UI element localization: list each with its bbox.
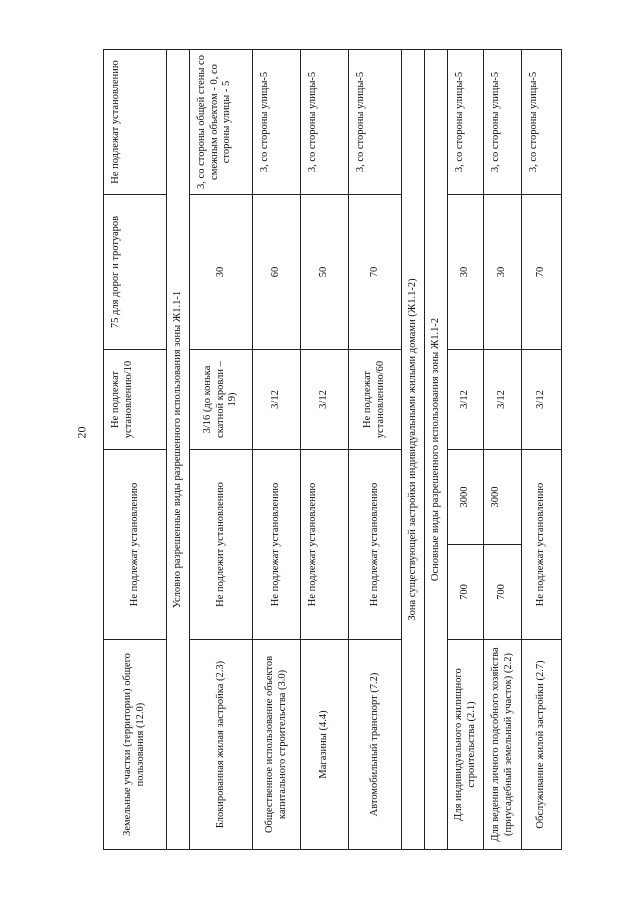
coverage-cell: 50 — [301, 195, 349, 350]
coverage-cell: 60 — [253, 195, 301, 350]
land-use-name-cell: Для индивидуального жилищного строительства (2.1) — [448, 640, 484, 850]
section-row — [425, 50, 448, 850]
floors-height-cell: 3/12 — [522, 350, 562, 450]
floors-height-cell: 3/12 — [484, 350, 522, 450]
section-heading: Основные виды разрешенного использования зоны Ж1.1-2 — [425, 50, 448, 850]
land-area-cell: Не подлежат установлению — [301, 450, 349, 640]
floors-height-cell: Не подлежат установлению/60 — [349, 350, 402, 450]
table-row — [522, 50, 562, 850]
floors-height-cell: 3/12 — [253, 350, 301, 450]
section-heading: Условно разрешенные виды разрешенного использования зоны Ж1.1-1 — [167, 50, 190, 850]
land-area-min-cell: 700 — [448, 545, 484, 640]
floors-height-cell: 3/12 — [301, 350, 349, 450]
setback-cell: Не подлежат установлению — [104, 50, 167, 195]
table-row — [190, 50, 253, 850]
land-use-name-cell: Общественное использование объектов капитального строительства (3.0) — [253, 640, 301, 850]
section-row — [167, 50, 190, 850]
rotated-table-container — [103, 50, 561, 850]
setback-cell: 3, со стороны улицы-5 — [253, 50, 301, 195]
coverage-cell: 30 — [448, 195, 484, 350]
zoning-parameters-table — [103, 49, 562, 850]
zone-heading: Зона существующей застройки индивидуальными жилыми домами (Ж1.1-2) — [402, 50, 425, 850]
table-row — [301, 50, 349, 850]
section-row — [402, 50, 425, 850]
floors-height-cell: 3/12 — [448, 350, 484, 450]
land-use-name-cell: Обслуживание жилой застройки (2.7) — [522, 640, 562, 850]
coverage-cell: 30 — [190, 195, 253, 350]
land-area-max-cell: 3000 — [448, 450, 484, 545]
rotated-table-frame — [103, 50, 561, 850]
land-area-cell: Не подлежат установлению — [253, 450, 301, 640]
coverage-cell: 75 для дорог и тротуаров — [104, 195, 167, 350]
land-area-cell: Не подлежат установлению — [349, 450, 402, 640]
setback-cell: 3, со стороны улицы-5 — [349, 50, 402, 195]
floors-height-cell: 3/16 (до конька скатной кровли – 19) — [190, 350, 253, 450]
land-area-max-cell: 3000 — [484, 450, 522, 545]
table-row — [448, 50, 484, 850]
table-row — [484, 50, 522, 850]
land-area-cell: Не подлежат установлению — [522, 450, 562, 640]
land-area-cell: Не подлежат установлению — [104, 450, 167, 640]
setback-cell: 3, со стороны улицы-5 — [484, 50, 522, 195]
land-area-cell: Не подлежит установлению — [190, 450, 253, 640]
setback-cell: 3, со стороны улицы-5 — [522, 50, 562, 195]
land-use-name-cell: Земельные участки (территории) общего пользования (12.0) — [104, 640, 167, 850]
land-area-min-cell: 700 — [484, 545, 522, 640]
land-use-name-cell: Автомобильный транспорт (7.2) — [349, 640, 402, 850]
land-use-name-cell: Магазины (4.4) — [301, 640, 349, 850]
table-row — [349, 50, 402, 850]
page-number: 20 — [74, 426, 89, 439]
land-use-name-cell: Для ведения личного подсобного хозяйства (приусадебный земельный участок) (2.2) — [484, 640, 522, 850]
table-row — [104, 50, 167, 850]
setback-cell: 3, со стороны улицы-5 — [301, 50, 349, 195]
floors-height-cell: Не подлежат установлению/10 — [104, 350, 167, 450]
land-use-name-cell: Блокированная жилая застройка (2.3) — [190, 640, 253, 850]
setback-cell: 3, со стороны улицы-5 — [448, 50, 484, 195]
coverage-cell: 70 — [349, 195, 402, 350]
coverage-cell: 30 — [484, 195, 522, 350]
table-row — [253, 50, 301, 850]
setback-cell: 3, со стороны общей стены со смежным объектом - 0, со стороны улицы - 5 — [190, 50, 253, 195]
coverage-cell: 70 — [522, 195, 562, 350]
